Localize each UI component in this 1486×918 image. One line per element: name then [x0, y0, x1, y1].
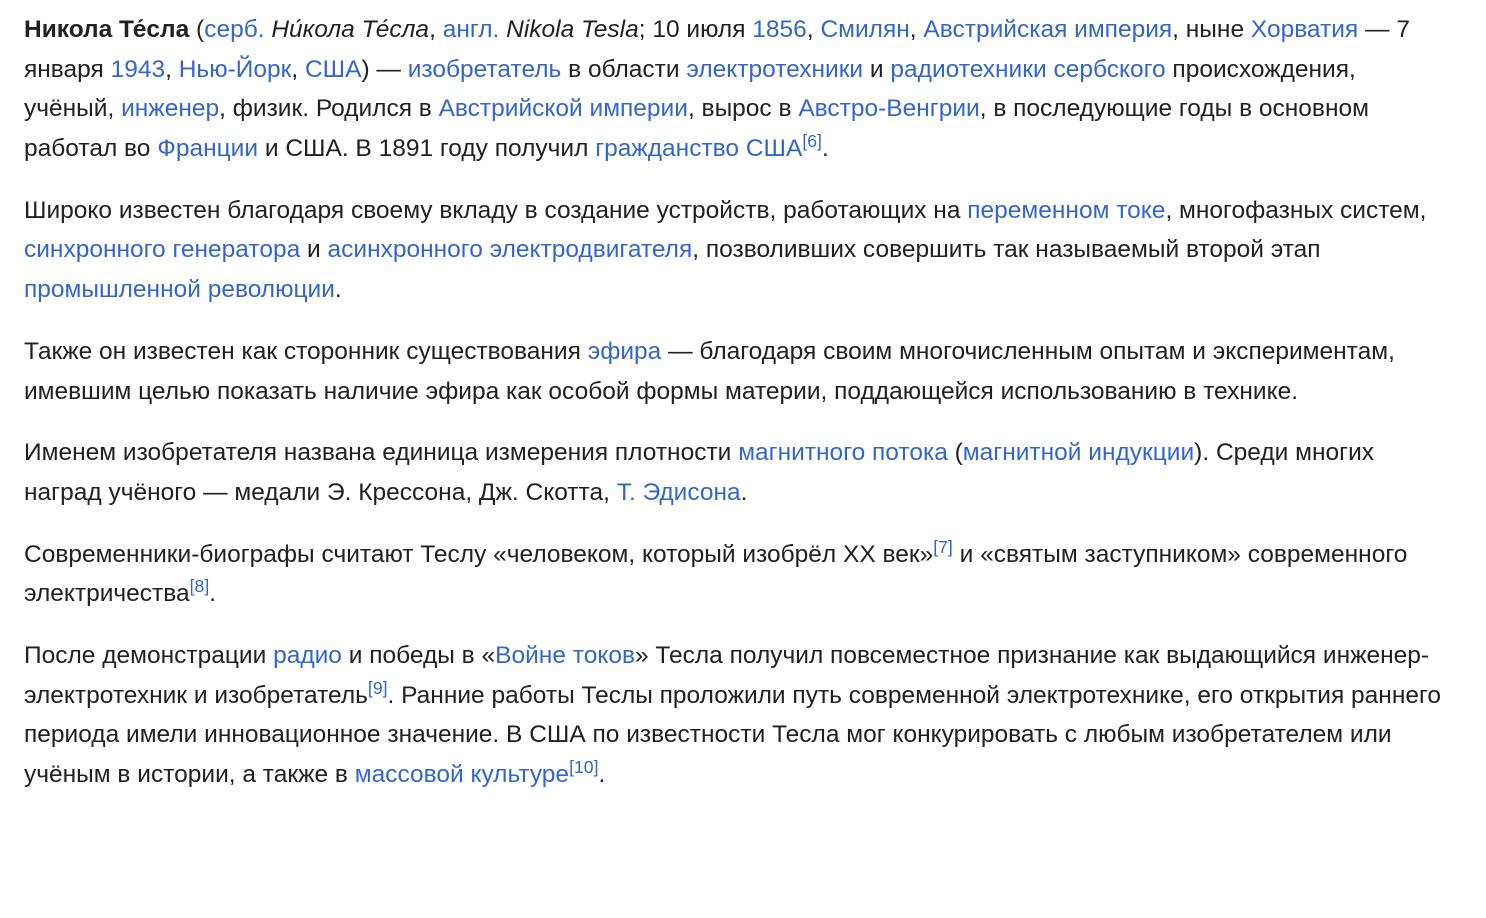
article-title-inline: Никола Те́сла [24, 16, 190, 43]
text-run: ( [189, 16, 205, 43]
text-run: ( [947, 439, 963, 467]
paragraph-radio [24, 636, 1442, 795]
text-run: и [300, 236, 328, 264]
text-run: После демонстрации [24, 641, 274, 669]
wiki-link[interactable]: эфира [587, 337, 662, 365]
wiki-link[interactable]: асинхронного электродвигателя [327, 236, 693, 264]
reference-link[interactable]: [6] [802, 130, 822, 151]
wiki-link[interactable]: синхронного генератора [24, 236, 301, 264]
wiki-link[interactable]: Франции [157, 135, 259, 163]
wiki-link[interactable]: радиотехники [890, 55, 1047, 83]
wiki-link[interactable]: радио [273, 641, 342, 669]
wiki-link[interactable]: Австрийской империи [438, 95, 688, 123]
text-run: и «святым заступником» современного электричества [24, 540, 1408, 608]
text-run: , [291, 55, 305, 83]
foreign-name: Ни́кола Те́сла [271, 16, 430, 43]
text-run: Также он известен как сторонник существования [24, 337, 588, 365]
text-run: Именем изобретателя названа единица измерения плотности [24, 439, 739, 467]
reference-marker[interactable] [802, 131, 822, 151]
wiki-link[interactable]: Австро-Венгрии [798, 95, 980, 123]
reference-link[interactable]: [7] [933, 536, 953, 557]
text-run: . [598, 761, 606, 788]
paragraph-lead [24, 10, 1442, 169]
text-run: — благодаря своим многочисленным опытам и экспериментам, имевшим целью показать наличие эфира как особой формы материи, поддающейся использованию в технике. [24, 337, 1395, 405]
text-run: , [806, 16, 821, 43]
wiki-link[interactable]: магнитной индукции [962, 439, 1195, 467]
text-run: » Тесла получил повсеместное признание как выдающийся инженер-электротехник и изобретатель [24, 641, 1430, 709]
text-run: . [821, 135, 829, 163]
wiki-link[interactable]: Т. Эдисона [616, 478, 741, 506]
wiki-link[interactable]: гражданство США [595, 135, 803, 163]
reference-link[interactable]: [10] [569, 756, 599, 777]
foreign-name: Nikola Tesla [506, 16, 639, 43]
reference-link[interactable]: [9] [367, 677, 388, 698]
wiki-link[interactable]: серб. [204, 16, 265, 43]
reference-marker[interactable] [368, 677, 388, 697]
reference-marker[interactable] [569, 757, 598, 777]
text-run: происхождения, учёный, [24, 55, 1356, 123]
text-run: ). Среди многих наград учёного — медали Э. Крессона, Дж. Скотта, [24, 439, 1375, 506]
reference-link[interactable]: [8] [189, 576, 210, 597]
text-run: , [165, 55, 179, 83]
text-run: , в последующие годы в основном работал во [24, 95, 1369, 163]
wiki-link[interactable]: сербского [1053, 55, 1166, 83]
wiki-link[interactable]: Хорватия [1250, 16, 1359, 43]
wiki-link[interactable]: Войне токов [495, 641, 635, 669]
text-run: , [429, 16, 443, 43]
text-run: Современники-биографы считают Теслу «человеком, который изобрёл XX век» [24, 540, 934, 568]
reference-marker[interactable] [190, 576, 210, 596]
wiki-link[interactable]: магнитного потока [738, 439, 948, 467]
text-run: и [863, 55, 891, 83]
text-run: . [740, 478, 748, 506]
text-run: . [334, 276, 342, 304]
wiki-link[interactable]: Нью-Йорк [178, 55, 292, 83]
text-run: . [209, 580, 217, 608]
text-run: , ныне [1172, 16, 1251, 43]
wiki-link[interactable]: изобретатель [407, 55, 562, 83]
wiki-link[interactable]: переменном токе [967, 196, 1166, 224]
wiki-link[interactable]: 1856 [752, 16, 807, 43]
text-run: Широко известен благодаря своему вкладу в создание устройств, работающих на [24, 196, 968, 224]
text-run: . Ранние работы Теслы проложили путь современной электротехнике, его открытия раннего периода имели инновационное значение. В США по известности Тесла мог конкурировать с любым изобретателем или учёным в истории, а также в [24, 681, 1442, 788]
wiki-link[interactable]: 1943 [110, 55, 166, 83]
text-run: в области [561, 55, 687, 83]
text-run: — 7 января [24, 16, 1410, 83]
text-run: , физик. Родился в [219, 95, 439, 123]
wiki-link[interactable]: Австрийская империя [923, 16, 1173, 43]
paragraph-biographers [24, 535, 1442, 614]
wiki-link[interactable]: англ. [442, 16, 500, 43]
paragraph-ether [24, 332, 1442, 411]
wiki-link[interactable]: США [304, 55, 362, 83]
wiki-link[interactable]: инженер [121, 95, 220, 123]
text-run: ; 10 июля [638, 16, 753, 43]
wiki-link[interactable]: электротехники [686, 55, 864, 83]
wiki-link[interactable]: промышленной революции [24, 276, 335, 304]
wiki-link[interactable]: Смилян [820, 16, 910, 43]
text-run: , многофазных систем, [1165, 196, 1427, 224]
wiki-link[interactable]: массовой культуре [354, 761, 570, 788]
paragraph-contribution [24, 191, 1442, 310]
text-run: и победы в « [341, 641, 496, 669]
reference-marker[interactable] [933, 536, 953, 556]
text-run: , вырос в [687, 95, 799, 123]
text-run: , позволивших совершить так называемый второй этап [692, 236, 1321, 264]
text-run: и США. В 1891 году получил [258, 135, 596, 163]
paragraph-unit [24, 433, 1442, 512]
text-run: , [909, 16, 924, 43]
text-run: ) — [361, 55, 408, 83]
